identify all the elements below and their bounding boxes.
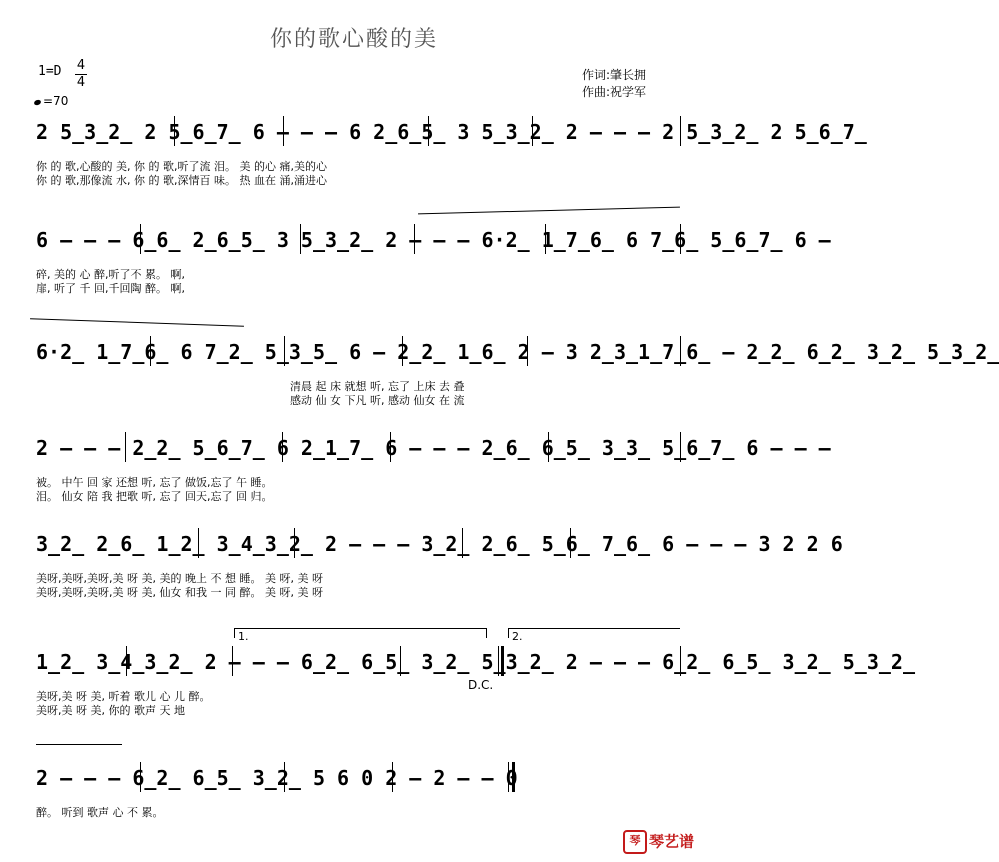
barline — [284, 762, 285, 792]
lyric-verse-1: 醉。 听到 歌声 心 不 累。 — [36, 806, 164, 819]
notation-line-2: 6 – – – 6̲6̲ 2̲6̲5̲ 3 5̲3̲2̲ 2 – – – 6·2̲ 1̲7̲6̲ 6 7̲6̲ 5̲6̲7̲ 6 – — [36, 228, 831, 252]
repeat-barline — [498, 646, 499, 676]
barline — [283, 116, 284, 146]
volta-bracket — [508, 628, 509, 638]
notation-line-3: 6·2̲ 1̲7̲6̲ 6 7̲2̲ 5̲3̲5̲ 6 – 2̲2̲ 1̲6̲ 2 – 3 2̲3̲1̲7̲6̲ – 2̲2̲ 6̲2̲ 3̲2̲ 5̲3̲2̲ — [36, 340, 999, 364]
site-logo — [623, 830, 694, 854]
barline — [140, 762, 141, 792]
key-signature: 1=D — [38, 64, 62, 79]
volta-2-label: 2. — [512, 630, 523, 643]
notation-line-4: 2 – – – 2̲2̲ 5̲6̲7̲ 6 2̲1̲7̲ 6 – – – 2̲6̲ 6̲5̲ 3̲3̲ 5̲6̲7̲ 6 – – – — [36, 436, 831, 460]
barline — [570, 528, 571, 558]
barline — [680, 646, 681, 676]
barline — [414, 224, 415, 254]
phrase-slur — [418, 207, 680, 215]
barline — [545, 224, 546, 254]
barline — [232, 646, 233, 676]
barline — [390, 432, 391, 462]
logo-text: 琴艺谱 — [648, 832, 694, 851]
quarter-note-icon — [33, 99, 41, 106]
lyric-verse-1: 美呀,美 呀 美, 听着 歌儿 心 儿 醉。 — [36, 690, 211, 703]
lyric-verse-2: 泪。 仙女 陪 我 把歌 听, 忘了 回天,忘了 回 归。 — [36, 490, 273, 503]
logo-icon: 琴 — [623, 830, 647, 854]
barline — [198, 528, 199, 558]
notation-line-1: 2 5̲3̲2̲ 2 5̲6̲7̲ 6 – – – 6 2̲6̲5̲ 3 5̲3̲2̲ 2 – – – 2 5̲3̲2̲ 2 5̲6̲7̲ — [36, 120, 867, 144]
lyric-verse-2: 美呀,美 呀 美, 你的 歌声 天 地 — [36, 704, 185, 717]
barline — [126, 646, 127, 676]
lyric-verse-2: 扉, 听了 千 回,千回陶 醉。 啊, — [36, 282, 185, 295]
barline — [400, 646, 401, 676]
phrase-slur — [36, 744, 122, 745]
barline — [428, 116, 429, 146]
barline — [125, 432, 126, 462]
volta-bracket — [234, 628, 235, 638]
barline — [150, 336, 151, 366]
repeat-barline — [501, 646, 504, 676]
meter-top: 4 — [76, 58, 86, 73]
barline — [680, 224, 681, 254]
barline — [284, 336, 285, 366]
notation-line-6: 1̲2̲ 3̲4̲3̲2̲ 2 – – – 6̲2̲ 6̲5̲ 3̲2̲ 5̲3̲2̲ 2 – – – 6̲2̲ 6̲5̲ 3̲2̲ 5̲3̲2̲ — [36, 650, 915, 674]
time-signature — [74, 58, 88, 91]
barline — [462, 528, 463, 558]
volta-bracket — [508, 628, 680, 629]
lyricist-credit: 作词:肇长拥 — [582, 68, 647, 82]
lyric-verse-2: 感动 仙 女 下凡 听, 感动 仙女 在 流 — [290, 394, 465, 407]
lyric-verse-2: 你 的 歌,那像流 水, 你 的 歌,深情百 味。 热 血在 涌,涌进心 — [36, 174, 327, 187]
lyric-verse-2: 美呀,美呀,美呀,美 呀 美, 仙女 和我 一 同 醉。 美 呀, 美 呀 — [36, 586, 323, 599]
da-capo-marking: D.C. — [468, 678, 494, 692]
barline — [548, 432, 549, 462]
barline — [680, 432, 681, 462]
final-barline — [508, 762, 509, 792]
meter-bottom: 4 — [76, 75, 86, 90]
composer-credit: 作曲:祝学军 — [582, 85, 647, 99]
volta-bracket — [486, 628, 487, 638]
phrase-slur — [30, 318, 244, 326]
barline — [300, 224, 301, 254]
lyric-verse-1: 清晨 起 床 就想 听, 忘了 上床 去 叠 — [290, 380, 465, 393]
page-title: 你的歌心酸的美 — [269, 27, 438, 52]
barline — [294, 528, 295, 558]
volta-bracket — [234, 628, 486, 629]
barline — [402, 336, 403, 366]
lyric-verse-1: 被。 中午 回 家 还想 听, 忘了 做饭,忘了 午 睡。 — [36, 476, 273, 489]
lyric-verse-1: 美呀,美呀,美呀,美 呀 美, 美的 晚上 不 想 睡。 美 呀, 美 呀 — [36, 572, 323, 585]
barline — [282, 432, 283, 462]
barline — [680, 116, 681, 146]
notation-line-5: 3̲2̲ 2̲6̲ 1̲2̲ 3̲4̲3̲2̲ 2 – – – 3̲2̲ 2̲6̲ 5̲6̲ 7̲6̲ 6 – – – 3 2 2 6 — [36, 532, 843, 556]
lyric-verse-1: 你 的 歌,心酸的 美, 你 的 歌,听了流 泪。 美 的心 痛,美的心 — [36, 160, 327, 173]
notation-line-7: 2 – – – 6̲2̲ 6̲5̲ 3̲2̲ 5 6 0 2 – 2 – – 0 — [36, 766, 518, 790]
volta-1-label: 1. — [238, 630, 249, 643]
barline — [140, 224, 141, 254]
tempo-value: =70 — [43, 94, 69, 108]
barline — [174, 116, 175, 146]
barline — [680, 336, 681, 366]
tempo-marking — [34, 94, 68, 108]
barline — [532, 116, 533, 146]
barline — [392, 762, 393, 792]
lyric-verse-1: 碎, 美的 心 醉,听了不 累。 啊, — [36, 268, 185, 281]
final-barline — [512, 762, 515, 792]
barline — [527, 336, 528, 366]
